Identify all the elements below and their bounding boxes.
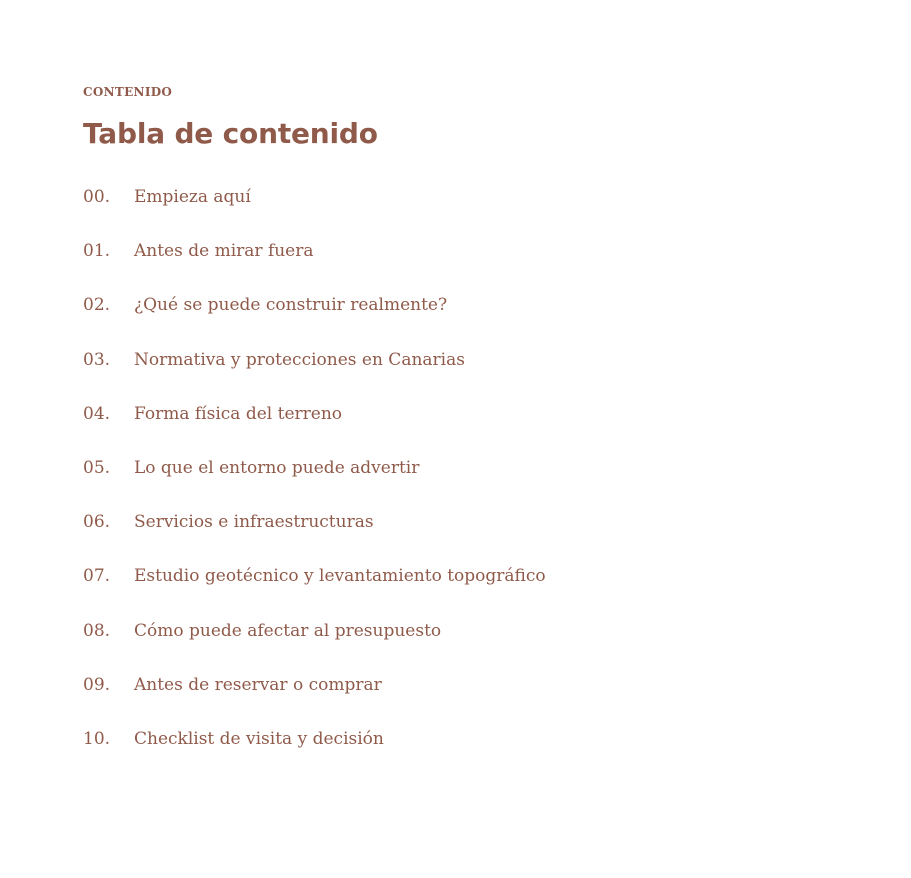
toc-item-10[interactable] (83, 729, 546, 783)
toc-item-00[interactable] (83, 187, 546, 241)
toc-item-label: ¿Qué se puede construir realmente? (134, 295, 448, 316)
toc-item-label: Cómo puede afectar al presupuesto (134, 620, 442, 641)
toc-item-label: Estudio geotécnico y levantamiento topográfico (134, 566, 546, 587)
toc-item-06[interactable] (83, 512, 546, 566)
toc-item-label: Lo que el entorno puede advertir (134, 457, 420, 478)
toc-item-label: Antes de reservar o comprar (134, 674, 382, 695)
toc-item-01[interactable] (83, 241, 546, 295)
toc-item-number: 06. (83, 512, 111, 533)
toc-list (83, 187, 546, 783)
toc-item-number: 08. (83, 620, 111, 641)
toc-item-08[interactable] (83, 621, 546, 675)
toc-item-04[interactable] (83, 404, 546, 458)
toc-item-number: 03. (83, 349, 111, 370)
toc-item-09[interactable] (83, 675, 546, 729)
toc-item-number: 04. (83, 403, 111, 424)
toc-item-number: 09. (83, 674, 111, 695)
toc-item-label: Forma física del terreno (134, 403, 343, 424)
toc-item-label: Empieza aquí (134, 187, 251, 207)
toc-item-07[interactable] (83, 566, 546, 620)
toc-item-number: 10. (83, 728, 111, 749)
toc-item-02[interactable] (83, 295, 546, 349)
toc-item-03[interactable] (83, 350, 546, 404)
toc-item-label: Checklist de visita y decisión (134, 728, 384, 749)
toc-item-label: Antes de mirar fuera (134, 241, 314, 262)
toc-item-number: 00. (83, 187, 111, 207)
toc-item-label: Normativa y protecciones en Canarias (134, 349, 465, 370)
toc-item-number: 05. (83, 457, 111, 478)
toc-item-number: 07. (83, 566, 111, 587)
toc-item-number: 02. (83, 295, 111, 316)
page-title: Tabla de contenido (83, 117, 378, 150)
toc-item-label: Servicios e infraestructuras (134, 512, 374, 533)
table-of-contents-page (83, 84, 863, 749)
toc-item-number: 01. (83, 241, 111, 262)
toc-item-05[interactable] (83, 458, 546, 512)
section-eyebrow: CONTENIDO (83, 85, 173, 99)
